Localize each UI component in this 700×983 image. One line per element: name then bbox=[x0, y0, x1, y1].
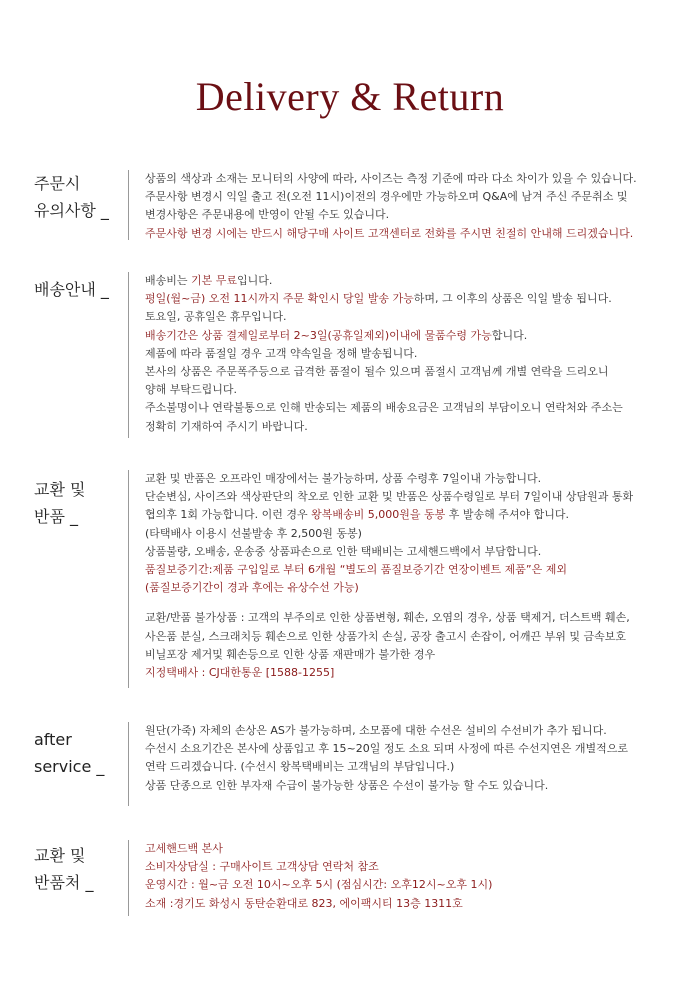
text-line: (품질보증기간이 경과 후에는 유상수선 가능) bbox=[145, 581, 359, 595]
text-line: 비닐포장 제거및 훼손등으로 인한 상품 재판매가 불가한 경우 bbox=[145, 647, 436, 661]
text-line: 사은품 분실, 스크래치등 훼손으로 인한 상품가치 손실, 공장 출고시 손잡이, 어깨끈 부위 및 금속보호 bbox=[145, 629, 626, 643]
text-line: 원단(가죽) 자체의 손상은 AS가 불가능하며, 소모품에 대한 수선은 설비의 수선비가 추가 됩니다. bbox=[145, 724, 607, 737]
section-label: 교환 및 반품처 _ bbox=[34, 846, 94, 892]
paragraph-gap bbox=[145, 597, 675, 609]
text-line bbox=[145, 290, 675, 308]
text-line: 제품에 따라 품절일 경우 고객 약속일을 정해 발송됩니다. bbox=[145, 346, 418, 360]
text-line: 교환 및 반품은 오프라인 매장에서는 불가능하며, 상품 수령후 7일이내 가능합니다. bbox=[145, 472, 542, 485]
text-line: 양해 부탁드립니다. bbox=[145, 383, 238, 397]
text-line: 주문사항 변경시 익일 출고 전(오전 11시)이전의 경우에만 가능하오며 Q&A에 남겨 주신 주문취소 및 bbox=[145, 190, 628, 204]
text-line: 상품 단종으로 인한 부자재 수급이 불가능한 상품은 수선이 불가능 할 수도 있습니다. bbox=[145, 778, 549, 792]
section-content bbox=[145, 840, 675, 913]
section-label: after service _ bbox=[34, 730, 105, 776]
text-line: 품질보증기간:제품 구입일로 부터 6개월 “별도의 품질보증기간 연장이벤트 제품”은 제외 bbox=[145, 563, 567, 577]
text-line: 정확히 기재하여 주시기 바랍니다. bbox=[145, 419, 308, 433]
text-line: 상품의 색상과 소재는 모니터의 사양에 따라, 사이즈는 측정 기준에 따라 다소 차이가 있을 수 있습니다. bbox=[145, 172, 637, 185]
section-label: 배송안내 _ bbox=[34, 280, 109, 299]
text-line: 주소불명이나 연락불통으로 인해 반송되는 제품의 배송요금은 고객님의 부담이오니 연락처와 주소는 bbox=[145, 401, 623, 415]
text-line: (타택배사 이용시 선불발송 후 2,500원 동봉) bbox=[145, 526, 362, 540]
highlight-text: 기본 무료 bbox=[191, 274, 238, 287]
page-title: Delivery & Return bbox=[195, 74, 505, 119]
text-line bbox=[145, 272, 675, 290]
section-divider bbox=[128, 272, 129, 438]
body-text: 입니다. bbox=[237, 274, 273, 287]
section-content bbox=[145, 722, 675, 795]
highlight-text: 왕복배송비 5,000원을 동봉 bbox=[311, 508, 446, 522]
body-text: 합니다. bbox=[491, 328, 528, 342]
section-content bbox=[145, 170, 675, 243]
section-divider bbox=[128, 840, 129, 916]
section-label: 주문시 유의사항 _ bbox=[34, 174, 109, 220]
text-line: 본사의 상품은 주문폭주등으로 급격한 품절이 될수 있으며 품절시 고객님께 개별 연락을 드리오니 bbox=[145, 365, 609, 379]
highlight-text: 배송기간은 상품 결제일로부터 2~3일(공휴일제외)이내에 물품수령 가능 bbox=[145, 328, 492, 342]
section-divider bbox=[128, 722, 129, 806]
text-line: 상품불량, 오배송, 운송중 상품파손으로 인한 택배비는 고세핸드백에서 부담합니다. bbox=[145, 544, 542, 558]
section-content bbox=[145, 272, 675, 436]
highlight-text: 평일(월~금) 오전 11시까지 주문 확인시 당일 발송 가능 bbox=[145, 292, 414, 306]
section-divider bbox=[128, 470, 129, 688]
text-line: 고세핸드백 본사 bbox=[145, 842, 223, 855]
text-line: 수선시 소요기간은 본사에 상품입고 후 15~20일 정도 소요 되며 사정에 따른 수선지연은 개별적으로 bbox=[145, 742, 628, 756]
text-line: 교환/반품 불가상품 : 고객의 부주의로 인한 상품변형, 훼손, 오염의 경우, 상품 택제거, 더스트백 훼손, bbox=[145, 611, 630, 625]
body-text: 후 발송해 주셔야 합니다. bbox=[445, 508, 569, 522]
text-line: 연락 드리겠습니다. (수선시 왕복택배비는 고객님의 부담입니다.) bbox=[145, 760, 455, 774]
text-line: 지정택배사 : CJ대한통운 [1588-1255] bbox=[145, 666, 335, 680]
text-line bbox=[145, 506, 675, 524]
body-text: 협의후 1회 가능합니다. 이런 경우 bbox=[145, 508, 312, 522]
text-line: 변경사항은 주문내용에 반영이 안될 수도 있습니다. bbox=[145, 208, 390, 222]
section-label: 교환 및 반품 _ bbox=[34, 480, 86, 526]
text-line: 주문사항 변경 시에는 반드시 해당구매 사이트 고객센터로 전화를 주시면 친절히 안내해 드리겠습니다. bbox=[145, 226, 634, 240]
body-text: 배송비는 bbox=[145, 274, 192, 287]
body-text: 하며, 그 이후의 상품은 익일 발송 됩니다. bbox=[413, 292, 612, 306]
text-line: 단순변심, 사이즈와 색상판단의 착오로 인한 교환 및 반품은 상품수령일로 부터 7일이내 상담원과 통화 bbox=[145, 490, 634, 504]
section-divider bbox=[128, 170, 129, 240]
text-line: 소재 :경기도 화성시 동탄순환대로 823, 에이팩시티 13층 1311호 bbox=[145, 896, 463, 910]
section-content bbox=[145, 470, 675, 682]
text-line: 소비자상담실 : 구매사이트 고객상담 연락처 참조 bbox=[145, 860, 379, 874]
text-line bbox=[145, 327, 675, 345]
text-line: 토요일, 공휴일은 휴무입니다. bbox=[145, 310, 287, 324]
text-line: 운영시간 : 월~금 오전 10시~오후 5시 (점심시간: 오후12시~오후 1시) bbox=[145, 878, 493, 892]
